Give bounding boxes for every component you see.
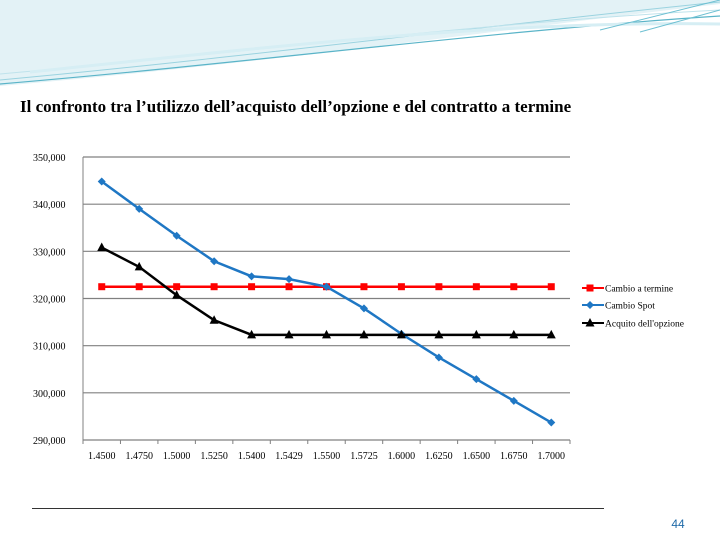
data-point	[248, 272, 256, 280]
y-tick-label: 340,000	[33, 200, 66, 212]
data-point	[586, 301, 594, 309]
x-tick-label: 1.6500	[462, 451, 491, 462]
data-point	[136, 283, 143, 290]
legend-label: Cambio a termine	[605, 284, 674, 295]
x-tick-label: 1.6750	[500, 451, 528, 462]
data-point	[173, 283, 180, 290]
axes	[33, 153, 570, 462]
data-point	[473, 283, 480, 290]
series-1	[98, 178, 556, 427]
data-point	[510, 283, 517, 290]
y-tick-label: 310,000	[33, 341, 66, 353]
data-point	[360, 283, 367, 290]
slide-title: Il confronto tra l’utilizzo dell’acquisto dell’opzione e del contratto a termine	[20, 97, 572, 116]
x-tick-label: 1.5400	[237, 451, 266, 462]
legend-entry	[582, 301, 655, 312]
data-point	[285, 275, 293, 283]
gridlines	[83, 157, 570, 440]
data-point	[435, 283, 442, 290]
data-point	[587, 285, 594, 292]
x-tick-label: 1.5500	[312, 451, 341, 462]
data-point	[97, 243, 106, 252]
x-tick-label: 1.4750	[125, 451, 153, 462]
x-tick-label: 1.5725	[350, 451, 378, 462]
page-number: 44	[671, 517, 685, 531]
y-tick-label: 290,000	[33, 436, 66, 447]
series-line	[102, 248, 552, 335]
data-point	[98, 283, 105, 290]
y-tick-label: 330,000	[33, 247, 66, 259]
legend-entry	[582, 318, 684, 330]
data-point	[398, 283, 405, 290]
x-tick-label: 1.5000	[162, 451, 191, 462]
x-tick-label: 1.7000	[537, 451, 566, 462]
x-tick-label: 1.4500	[87, 451, 116, 462]
legend-label: Acquito dell'opzione	[605, 319, 685, 330]
x-tick-label: 1.5250	[200, 451, 228, 462]
x-tick-label: 1.6000	[387, 451, 416, 462]
data-point	[211, 283, 218, 290]
series-lines	[97, 178, 556, 427]
data-point	[248, 283, 255, 290]
x-tick-label: 1.5429	[275, 451, 303, 462]
legend-entry	[582, 285, 673, 295]
y-tick-label: 320,000	[33, 294, 66, 306]
x-tick-label: 1.6250	[425, 451, 453, 462]
legend-label: Cambio Spot	[605, 301, 655, 312]
footer-divider	[32, 508, 604, 509]
y-tick-label: 300,000	[33, 388, 66, 400]
legend	[582, 285, 684, 330]
data-point	[286, 283, 293, 290]
data-point	[548, 283, 555, 290]
series-line	[102, 182, 552, 423]
y-tick-label: 350,000	[33, 153, 66, 164]
